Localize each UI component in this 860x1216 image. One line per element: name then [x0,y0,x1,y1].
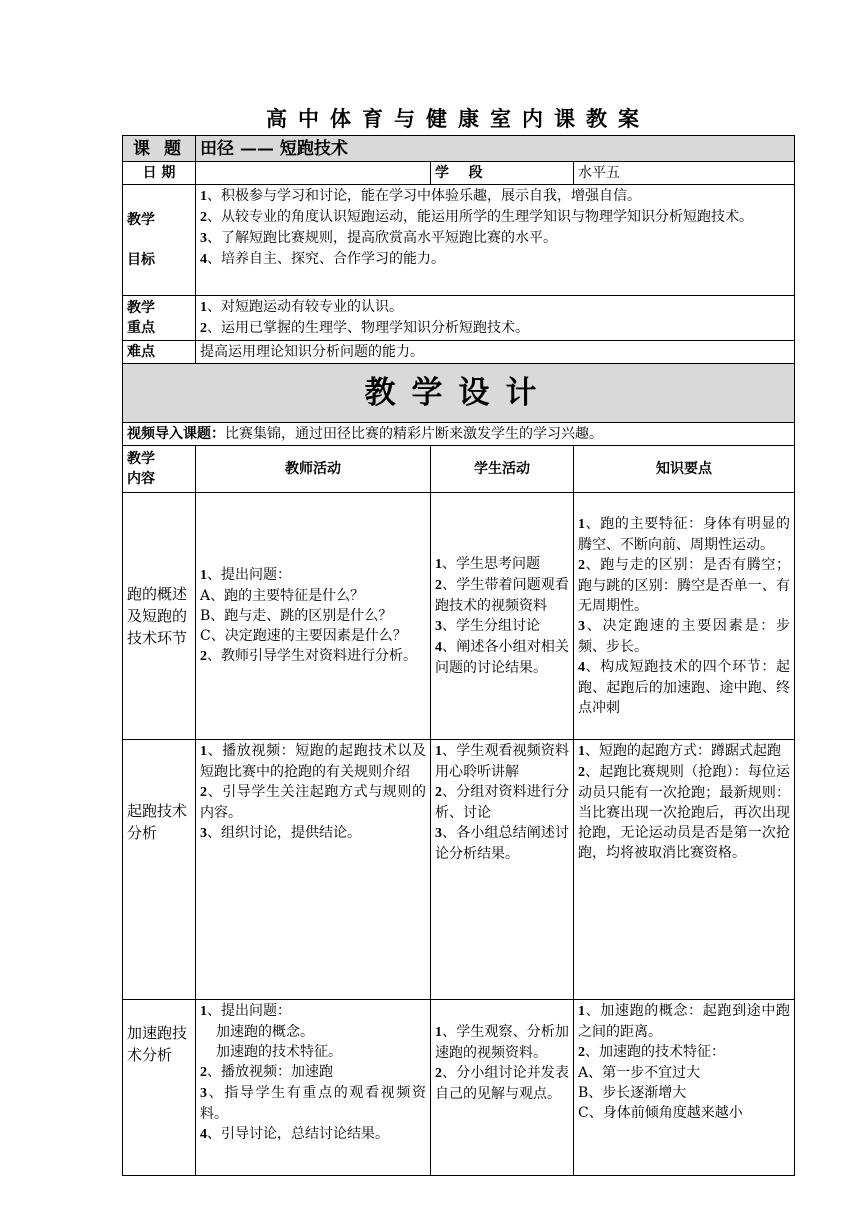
list-item [578,1083,790,1103]
objectives-list [196,185,795,296]
list-item-text: 、教师引导学生对资料进行分析。 [207,648,417,664]
list-item-number: 3 [435,826,442,841]
list-item [578,1042,790,1063]
key-points-label: 教学 重点 [123,296,196,341]
list-item [578,514,790,555]
list-item [435,741,569,782]
list-item [200,586,426,606]
list-item-text: 、加速跑的概念：起跑到途中跑之间的距离。 [578,1003,790,1040]
date-row [123,162,795,185]
list-item-number: 2 [200,1065,207,1080]
col-knowledge-header: 知识要点 [574,446,795,493]
intro-label: 视频导入课题： [127,426,225,442]
difficulty-row [123,341,795,364]
list-item [200,1124,426,1145]
list-item [200,606,426,626]
list-item-text: 、引导学生关注起跑方式与规则的内容。 [200,784,426,821]
list-item-text: 、学生观看视频资料用心聆听讲解 [435,743,569,780]
stage-label: 学 段 [431,162,574,185]
list-item-number: 2 [435,578,442,593]
list-item [200,565,426,586]
list-item [578,1103,790,1123]
list-item-text: 、培养自主、探究、合作学习的能力。 [207,251,445,267]
list-item [200,1022,426,1042]
list-item-number: 2 [200,785,207,800]
list-item [200,228,790,249]
list-item-text: 、学生分组讨论 [442,618,540,634]
list-item-number: 2 [200,321,207,336]
list-item-number: 1 [200,568,207,583]
list-item-text: 、运用已掌握的生理学、物理学知识分析短跑技术。 [207,320,529,336]
list-item-number: 4 [200,1127,207,1142]
list-item-number: 2 [578,1045,585,1060]
section-teacher-activity [196,1000,431,1176]
list-item-number: 1 [435,744,442,759]
list-item-text: 、分组对资料进行分析、讨论 [435,784,569,821]
list-item-number: 3 [435,619,442,634]
list-item-number: 2 [200,649,207,664]
list-item-text: 、了解短跑比赛规则，提高欣赏高水平短跑比赛的水平。 [207,230,557,246]
topic-row [123,136,795,162]
list-item-number: 1 [435,1025,442,1040]
section-knowledge-points [574,740,795,1000]
list-item-number: 3 [200,1086,207,1101]
list-item [435,637,569,678]
list-item-text: 、组织讨论，提供结论。 [207,825,361,841]
list-item-number: 1 [200,744,207,759]
stage-value: 水平五 [574,162,795,185]
list-item-number: 3 [578,619,585,634]
list-item [200,207,790,228]
section-knowledge-points [574,493,795,740]
section-knowledge-points [574,1000,795,1176]
list-item-text: 、加速跑的技术特征： [585,1044,725,1060]
key-points-list [196,296,795,341]
date-label: 日 期 [123,162,196,185]
list-item [435,554,569,575]
list-item [578,762,790,863]
section-student-activity [431,1000,574,1176]
list-item-number: 3 [200,826,207,841]
list-item [578,1063,790,1083]
list-item [200,249,790,270]
list-item-text: B、步长逐渐增大 [578,1085,687,1101]
difficulty-text: 提高运用理论知识分析问题的能力。 [196,341,795,364]
list-item-text: 、播放视频：短跑的起跑技术以及短跑比赛中的抢跑的有关规则介绍 [200,743,426,780]
list-item-text: C、决定跑速的主要因素是什么？ [200,628,407,644]
list-item-text: 、积极参与学习和讨论，能在学习中体验乐趣，展示自我，增强自信。 [207,188,641,204]
list-item [200,626,426,646]
col-content-header: 教学 内容 [123,446,196,493]
list-item-text: 、提出问题： [207,567,291,583]
list-item-text: A、跑的主要特征是什么？ [200,588,365,604]
lesson-plan-table [122,135,795,1176]
list-item [578,616,790,657]
section-student-activity [431,493,574,740]
list-item [200,297,790,318]
section-row-3 [123,1000,795,1176]
list-item-number: 1 [200,189,207,204]
list-item-number: 2 [578,558,585,573]
topic-value: 田径 —— 短跑技术 [196,136,795,162]
list-item-number: 2 [435,785,442,800]
list-item-number: 2 [200,210,207,225]
date-value [196,162,431,185]
list-item-text: A、第一步不宜过大 [578,1065,701,1081]
list-item-number: 4 [435,640,442,655]
list-item [200,646,426,667]
topic-label: 课 题 [123,136,196,162]
list-item-number: 2 [435,1066,442,1081]
list-item-number: 1 [435,557,442,572]
list-item-number: 1 [200,300,207,315]
list-item-text: 、学生带着问题观看跑技术的视频资料 [435,577,569,614]
list-item-text: 、阐述各小组对相关问题的讨论结果。 [435,639,569,676]
list-item-text: 、短跑的起跑方式：蹲踞式起跑 [585,743,781,759]
list-item-text: 、引导讨论，总结讨论结果。 [207,1126,389,1142]
list-item [200,1042,426,1062]
list-item [200,318,790,339]
design-banner-row [123,364,795,423]
design-banner: 教学设计 [123,364,795,423]
column-header-row [123,446,795,493]
objectives-label: 教学 目标 [123,185,196,296]
list-item-text: 、决定跑速的主要因素是：步频、步长。 [578,618,790,655]
list-item [435,1022,569,1063]
list-item-text: 加速跑的技术特征。 [216,1044,342,1060]
list-item-number: 4 [200,252,207,267]
list-item-number: 3 [200,231,207,246]
list-item [200,1083,426,1124]
section-row-1 [123,493,795,740]
list-item [200,823,426,844]
intro-cell [123,423,795,446]
col-teacher-header: 教师活动 [196,446,431,493]
list-item [578,555,790,616]
list-item [435,616,569,637]
section-teacher-activity [196,740,431,1000]
list-item-number: 1 [578,517,585,532]
list-item-text: 、播放视频：加速跑 [207,1064,333,1080]
list-item-text: 、分小组讨论并发表自己的见解与观点。 [435,1065,569,1102]
list-item-text: 加速跑的概念。 [216,1024,314,1040]
list-item-text: C、身体前倾角度越来越小 [578,1105,743,1121]
list-item [435,782,569,823]
section-student-activity [431,740,574,1000]
list-item-text: 、从较专业的角度认识短跑运动，能运用所学的生理学知识与物理学知识分析短跑技术。 [207,209,753,225]
col-student-header: 学生活动 [431,446,574,493]
list-item-text: B、跑与走、跳的区别是什么？ [200,608,393,624]
intro-row [123,423,795,446]
list-item [578,1001,790,1042]
list-item [578,657,790,718]
list-item-text: 、构成短跑技术的四个环节：起跑、起跑后的加速跑、途中跑、终点冲刺 [578,659,790,716]
list-item-text: 、起跑比赛规则（抢跑）：每位运动员只能有一次抢跑；最新规则：当比赛出现一次抢跑后，再次出现抢跑，无论运动员是否是第一次抢跑，均将被取消比赛资格。 [578,764,790,861]
list-item [200,1001,426,1022]
list-item [200,782,426,823]
list-item-number: 1 [578,1004,585,1019]
list-item [435,575,569,616]
list-item [200,186,790,207]
difficulty-label: 难点 [123,341,196,364]
list-item-text: 、学生观察、分析加速跑的视频资料。 [435,1024,569,1061]
section-row-2 [123,740,795,1000]
list-item-text: 、学生思考问题 [442,556,540,572]
section-teacher-activity [196,493,431,740]
list-item-text: 、对短跑运动有较专业的认识。 [207,299,403,315]
list-item-text: 、指导学生有重点的观看视频资料。 [200,1085,426,1122]
list-item-number: 4 [578,660,585,675]
list-item-number: 1 [578,744,585,759]
objectives-row [123,185,795,296]
list-item-number: 2 [578,765,585,780]
intro-text: 比赛集锦，通过田径比赛的精彩片断来激发学生的学习兴趣。 [225,426,603,442]
list-item [435,1063,569,1104]
list-item-text: 、跑与走的区别：是否有腾空；跑与跳的区别：腾空是否单一、有无周期性。 [578,557,790,614]
list-item [200,1062,426,1083]
list-item [200,741,426,782]
section-content: 跑的概述及短跑的技术环节 [123,493,196,740]
section-content: 加速跑技术分析 [123,1000,196,1176]
list-item [435,823,569,864]
document-title: 高中体育与健康室内课教案 [266,106,650,131]
list-item-text: 、跑的主要特征：身体有明显的腾空、不断向前、周期性运动。 [578,516,790,553]
key-points-row [123,296,795,341]
list-item-number: 1 [200,1004,207,1019]
section-content: 起跑技术分析 [123,740,196,1000]
list-item [578,741,790,762]
list-item-text: 、提出问题： [207,1003,291,1019]
list-item-text: 、各小组总结阐述讨论分析结果。 [435,825,569,862]
